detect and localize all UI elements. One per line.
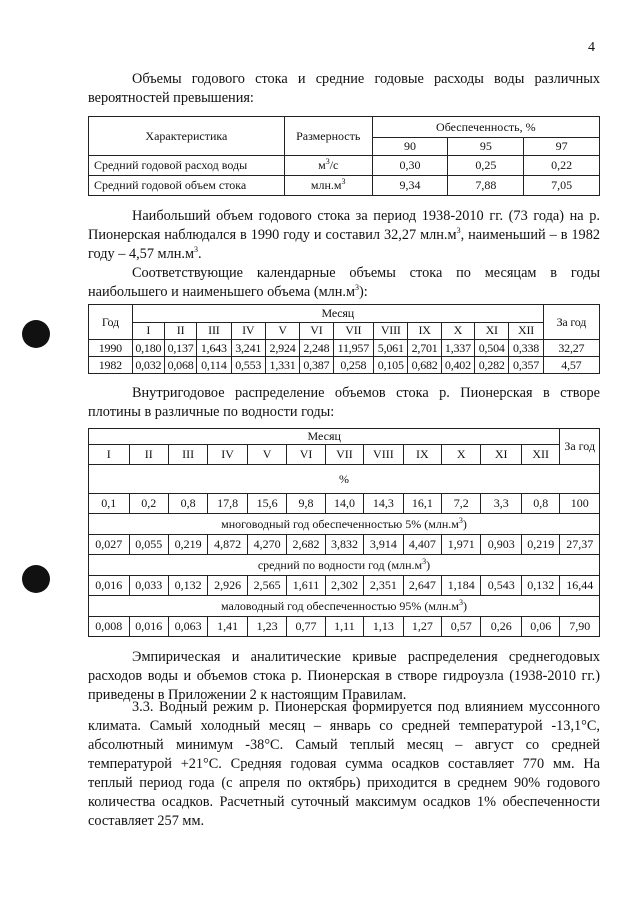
value-cell: 0,180 <box>132 340 164 357</box>
value-cell: 0,137 <box>164 340 196 357</box>
value-cell: 0,504 <box>475 340 509 357</box>
prob-90: 90 <box>372 138 448 156</box>
value-cell: 3,241 <box>231 340 265 357</box>
month-header: VI <box>300 322 333 340</box>
value-cell: 0,338 <box>509 340 543 357</box>
month-header: VIII <box>374 322 408 340</box>
value-cell: 0,682 <box>408 357 441 374</box>
table-row <box>89 340 600 357</box>
month-header: V <box>247 445 286 465</box>
month-header: VI <box>287 445 325 465</box>
month-header: IX <box>403 445 441 465</box>
table-row <box>89 494 600 514</box>
value-cell: 2,351 <box>364 576 403 596</box>
col-header-total: За год <box>543 305 599 340</box>
punch-hole <box>22 565 50 593</box>
value-cell: 0,032 <box>132 357 164 374</box>
value-cell: 0,114 <box>197 357 231 374</box>
percent-cell: 14,0 <box>325 494 363 514</box>
punch-hole <box>22 320 50 348</box>
month-header: VII <box>325 445 363 465</box>
value-cell: 1,41 <box>208 617 247 637</box>
month-header: III <box>168 445 207 465</box>
table-row <box>89 576 600 596</box>
month-header: X <box>442 445 481 465</box>
value-cell: 0,543 <box>481 576 522 596</box>
month-header: IX <box>408 322 441 340</box>
value-cell: 4,270 <box>247 535 286 555</box>
value-cell: 1,643 <box>197 340 231 357</box>
percent-cell: 3,3 <box>481 494 522 514</box>
month-header: III <box>197 322 231 340</box>
value-cell: 0,008 <box>89 617 130 637</box>
value-cell: 5,061 <box>374 340 408 357</box>
percent-cell: 7,2 <box>442 494 481 514</box>
month-header: XII <box>521 445 559 465</box>
col-header-probability: Обеспеченность, % <box>372 117 599 138</box>
table-annual-runoff <box>88 116 600 196</box>
value-cell: 0,387 <box>300 357 333 374</box>
value-cell: 1,611 <box>287 576 325 596</box>
month-header: I <box>89 445 130 465</box>
table-row <box>89 617 600 637</box>
value-cell: 0,016 <box>89 576 130 596</box>
value-cell: 1,11 <box>325 617 363 637</box>
heading-table1: Объемы годового стока и средние годовые расходы воды различных вероятностей превышения: <box>88 71 600 106</box>
value-cell: 1,13 <box>364 617 403 637</box>
value-cell: 11,957 <box>333 340 374 357</box>
value-cell: 0,553 <box>231 357 265 374</box>
value-cell: 4,407 <box>403 535 441 555</box>
col-header-month: Месяц <box>89 429 560 445</box>
value-cell: 0,219 <box>521 535 559 555</box>
percent-cell: 16,1 <box>403 494 441 514</box>
total-cell: 27,37 <box>560 535 600 555</box>
value-cell: 0,77 <box>287 617 325 637</box>
value-cell: 2,701 <box>408 340 441 357</box>
year-cell: 1982 <box>89 357 133 374</box>
month-header: XI <box>481 445 522 465</box>
value-cell: 1,337 <box>441 340 474 357</box>
percent-cell: 0,8 <box>521 494 559 514</box>
value-cell: 0,06 <box>521 617 559 637</box>
value-cell: 2,565 <box>247 576 286 596</box>
year-cell: 1990 <box>89 340 133 357</box>
value-cell: 0,055 <box>129 535 168 555</box>
value-cell: 1,184 <box>442 576 481 596</box>
value-cell: 3,914 <box>364 535 403 555</box>
value-cell: 0,357 <box>509 357 543 374</box>
month-header: I <box>132 322 164 340</box>
value-cell: 0,903 <box>481 535 522 555</box>
col-header-total: За год <box>560 429 600 465</box>
section-label-wet-year: многоводный год обеспеченностью 5% $(млн.м^3)$ <box>89 514 600 535</box>
value-cell: 2,926 <box>208 576 247 596</box>
total-cell: 4,57 <box>543 357 599 374</box>
table-row <box>89 357 600 374</box>
value-cell: 1,23 <box>247 617 286 637</box>
month-header: II <box>164 322 196 340</box>
value-cell: 1,331 <box>265 357 299 374</box>
prob-95: 95 <box>448 138 524 156</box>
paragraph-distribution-intro: Внутригодовое распределение объемов стока р. Пионерская в створе плотины в различные по водности годы: <box>88 385 600 420</box>
value-cell: 0,027 <box>89 535 130 555</box>
page-number: 4 <box>588 40 595 55</box>
month-header: X <box>441 322 474 340</box>
month-header: V <box>265 322 299 340</box>
paragraph-curves: Эмпирическая и аналитические кривые распределения среднегодовых расходов воды и объемов стока р. Пионерская в створе гидроузла (1938-2010 гг.) приведены в Приложении 2 к настоящим Правилам. <box>88 649 600 703</box>
value-cell: 1,27 <box>403 617 441 637</box>
value-cell: 0,258 <box>333 357 374 374</box>
col-header-month: Месяц <box>132 305 543 323</box>
table-row: Средний годовой расход воды $м^3/с$ 0,30 0,25 0,22 <box>89 156 600 176</box>
table-intra-annual-distribution <box>88 428 600 637</box>
percent-cell: 9,8 <box>287 494 325 514</box>
col-header-year: Год <box>89 305 133 340</box>
month-header: IV <box>208 445 247 465</box>
percent-label: % <box>89 465 600 494</box>
total-cell: 7,90 <box>560 617 600 637</box>
percent-cell: 0,2 <box>129 494 168 514</box>
section-label-dry-year: маловодный год обеспеченностью 95% $(млн.м^3)$ <box>89 596 600 617</box>
month-header: II <box>129 445 168 465</box>
month-header: XII <box>509 322 543 340</box>
value-cell: 3,832 <box>325 535 363 555</box>
total-cell: 32,27 <box>543 340 599 357</box>
percent-cell: 17,8 <box>208 494 247 514</box>
total-cell: 16,44 <box>560 576 600 596</box>
value-cell: 0,105 <box>374 357 408 374</box>
value-cell: 0,068 <box>164 357 196 374</box>
month-header: VII <box>333 322 374 340</box>
value-cell: 0,132 <box>521 576 559 596</box>
percent-cell: 0,8 <box>168 494 207 514</box>
value-cell: 2,924 <box>265 340 299 357</box>
col-header-unit: Размерность <box>284 117 372 156</box>
value-cell: 2,248 <box>300 340 333 357</box>
value-cell: 2,682 <box>287 535 325 555</box>
value-cell: 0,282 <box>475 357 509 374</box>
month-header: VIII <box>364 445 403 465</box>
value-cell: 0,063 <box>168 617 207 637</box>
value-cell: 0,26 <box>481 617 522 637</box>
month-header: IV <box>231 322 265 340</box>
month-header: XI <box>475 322 509 340</box>
table-row: Средний годовой объем стока $млн.м^3$ 9,34 7,88 7,05 <box>89 176 600 196</box>
percent-cell: 0,1 <box>89 494 130 514</box>
table-monthly-volumes <box>88 304 600 374</box>
paragraph-monthly-intro: Соответствующие календарные объемы стока по месяцам в годы наибольшего и наименьшего объема $(млн.м^3)$: <box>88 265 600 300</box>
value-cell: 2,647 <box>403 576 441 596</box>
value-cell: 0,033 <box>129 576 168 596</box>
value-cell: 0,57 <box>442 617 481 637</box>
value-cell: 0,132 <box>168 576 207 596</box>
total-cell: 100 <box>560 494 600 514</box>
value-cell: 0,219 <box>168 535 207 555</box>
value-cell: 2,302 <box>325 576 363 596</box>
paragraph-max-min-runoff: Наибольший объем годового стока за период 1938-2010 гг. (73 года) на р. Пионерская наблюдался в 1990 году и составил 32,27 $млн.м^3$, наименьший – в 1982 году – 4,57 $млн.м^3$. <box>88 208 601 262</box>
value-cell: 0,402 <box>441 357 474 374</box>
value-cell: 0,016 <box>129 617 168 637</box>
paragraph-water-regime: 3.3. Водный режим р. Пионерская формируется под влиянием муссонного климата. Самый холодный месяц – январь со средней температурой -13,1°С, абсолютный минимум -38°С. Самый теплый месяц – август со средней температурой +21°С. Средняя годовая сумма осадков составляет 770 мм. На теплый период года (с апреля по октябрь) приходится в среднем 90% годового количества осадков. Расчетный суточный максимум осадков 1% обеспеченности составляет 257 мм. <box>88 699 600 829</box>
section-label-average-year: средний по водности год $(млн.м^3)$ <box>89 555 600 576</box>
percent-cell: 15,6 <box>247 494 286 514</box>
value-cell: 1,971 <box>442 535 481 555</box>
prob-97: 97 <box>524 138 600 156</box>
table-row <box>89 535 600 555</box>
value-cell: 4,872 <box>208 535 247 555</box>
col-header-characteristic: Характеристика <box>89 117 285 156</box>
percent-cell: 14,3 <box>364 494 403 514</box>
